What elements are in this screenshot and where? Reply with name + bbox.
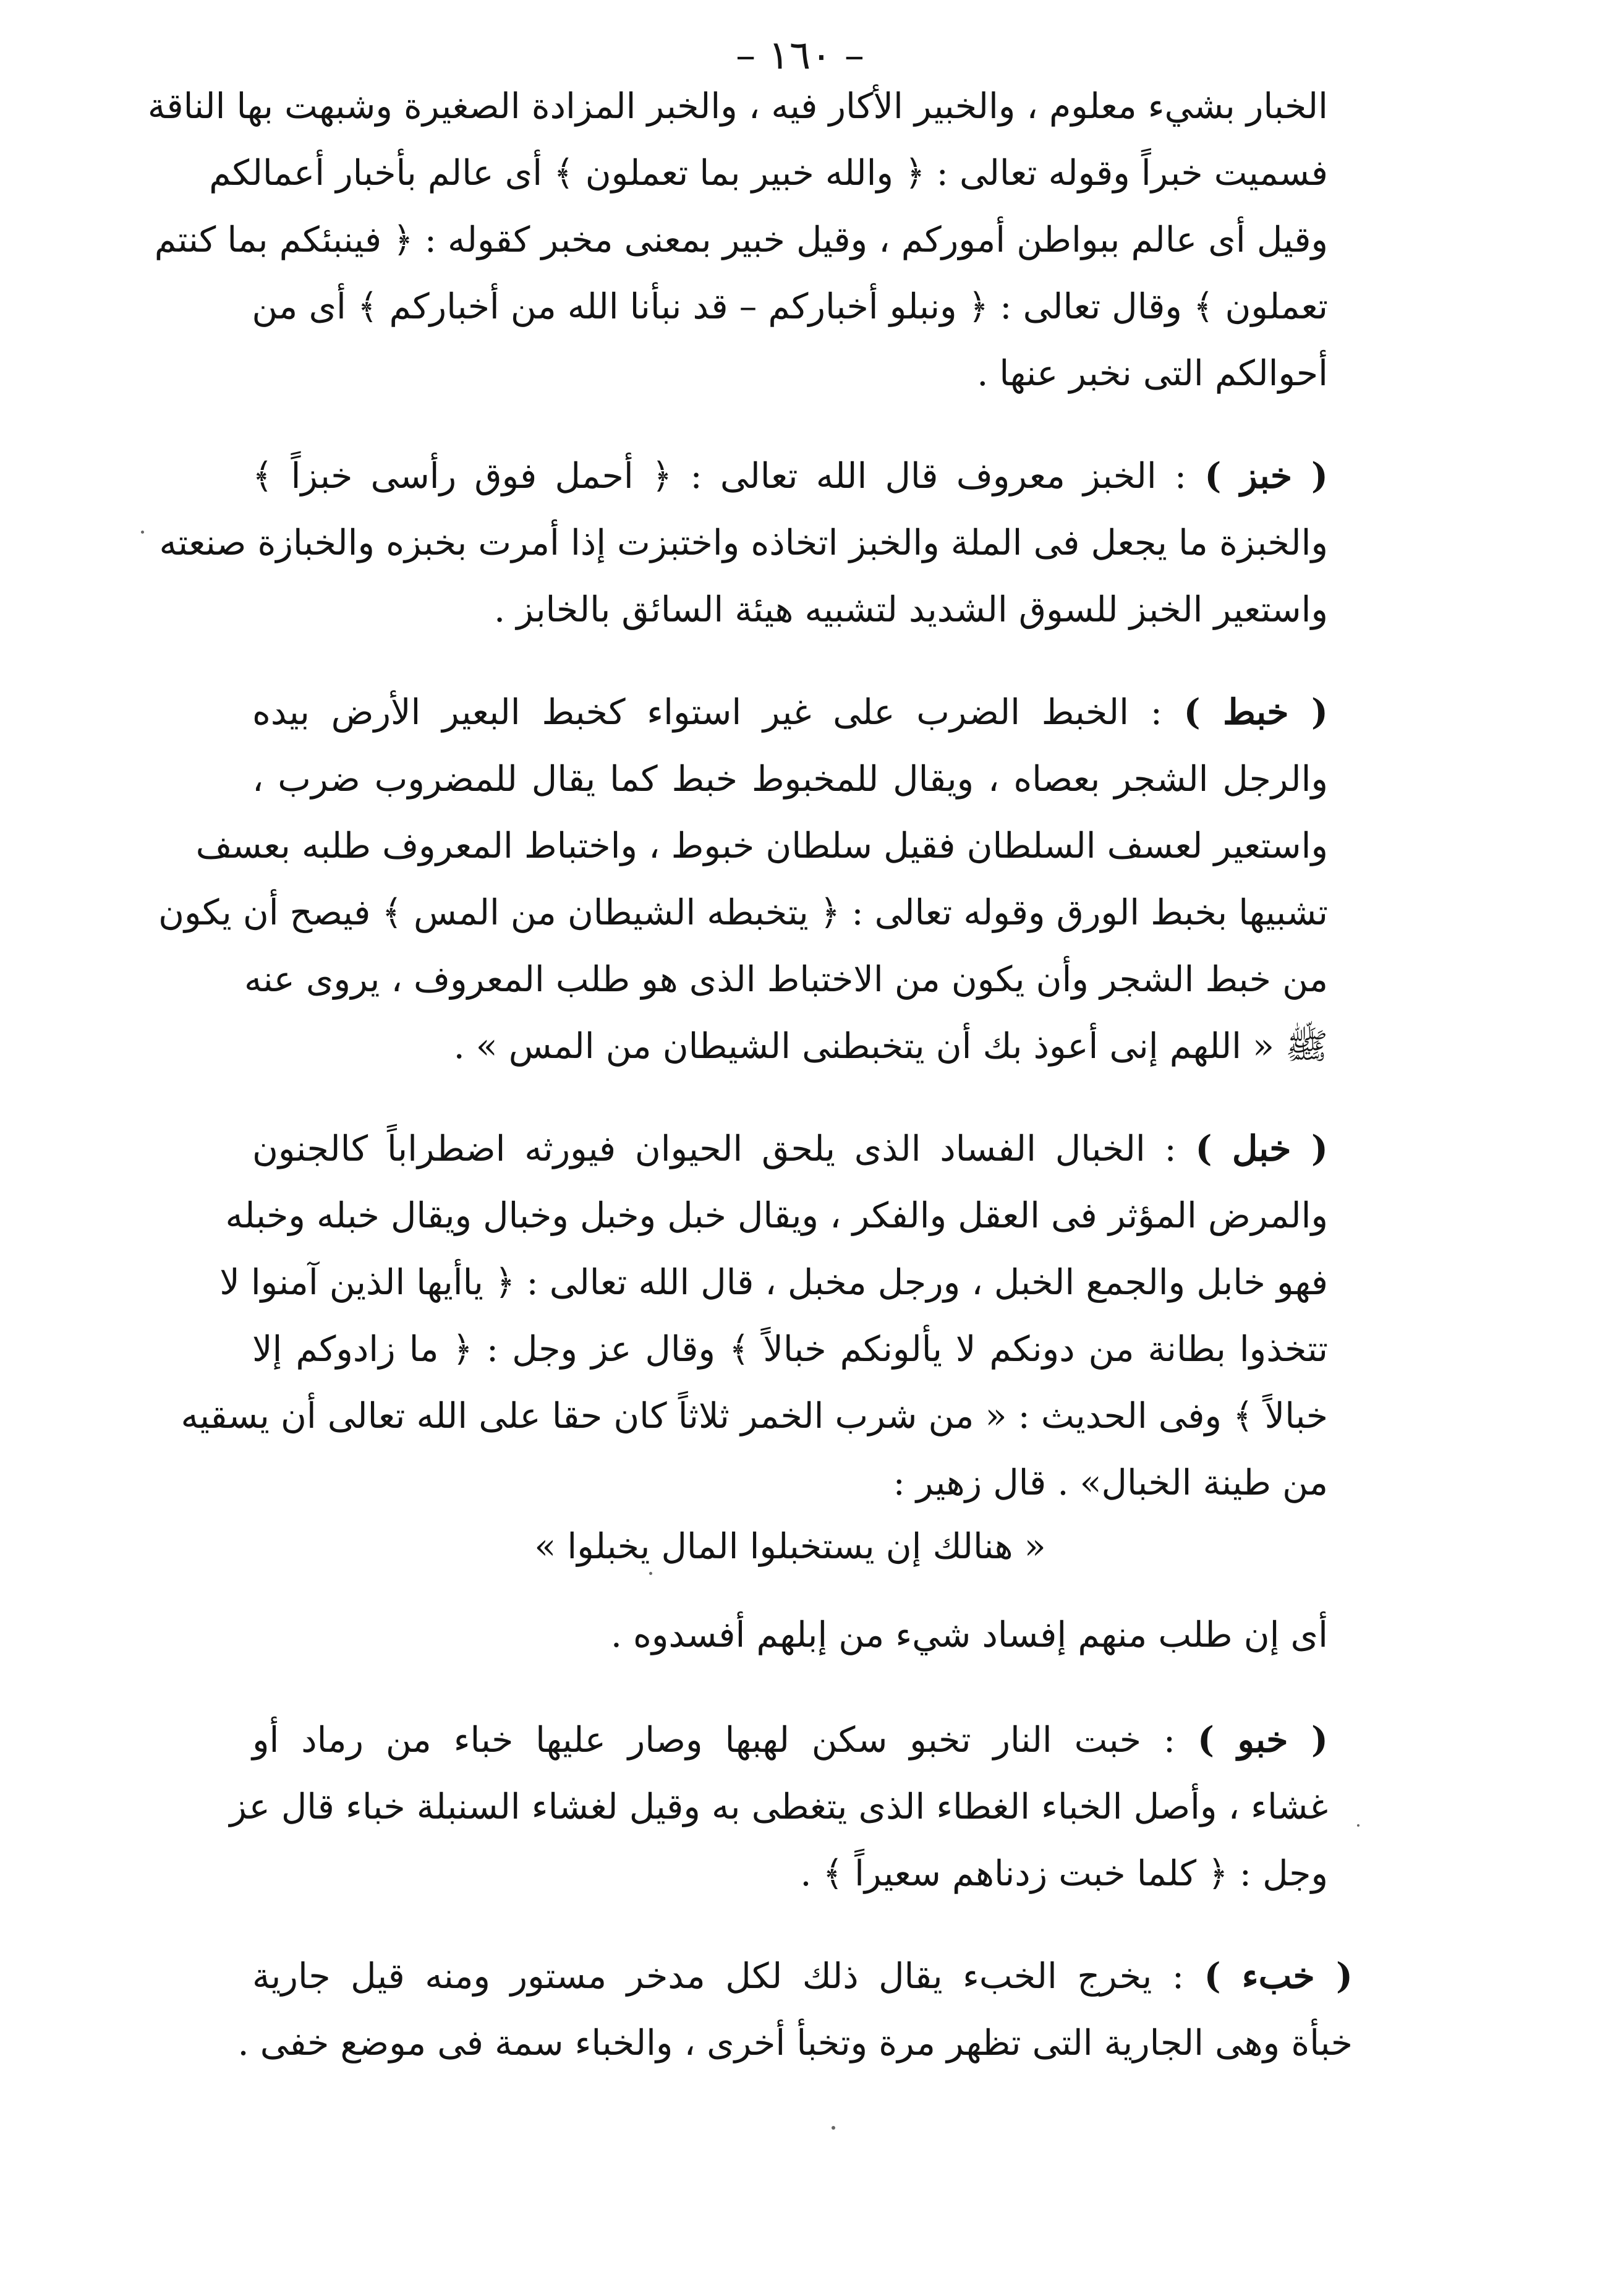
entry-khabt-line-5: من خبط الشجر وأن يكون من الاختباط الذى هو طلب المعروف ، يروى عنه xyxy=(244,959,1328,1000)
entry-khab-line-1 xyxy=(252,1943,1353,2010)
entry-khubz-line-1 xyxy=(252,443,1328,510)
scan-speck xyxy=(649,1572,652,1575)
entry-khabw-text-1: : خبت النار تخبو سكن لهبها وصار عليها خباء من رماد أو xyxy=(252,1720,1198,1760)
entry-khabt-text-1: : الخبط الضرب على غير استواء كخبط البعير الأرض بيده xyxy=(252,692,1184,733)
entry-khabal-after-verse: أى إن طلب منهم إفساد شيء من إبلهم أفسدوه . xyxy=(610,1615,1328,1655)
entry-khabt-line-3: واستعير لعسف السلطان فقيل سلطان خبوط ، واختباط المعروف طلبه بعسف xyxy=(195,826,1328,866)
entry-khab-text-1: : يخرج الخبء يقال ذلك لكل مدخر مستور ومنه قيل جارية xyxy=(252,1956,1204,1997)
entry-khabal-line-6: من طينة الخبال» . قال زهير : xyxy=(893,1462,1328,1503)
entry-khabw-line-1 xyxy=(252,1707,1328,1773)
entry-khabar-line-5: أحوالكم التى نخبر عنها . xyxy=(977,353,1328,394)
entry-khabar-line-4: تعملون ﴾ وقال تعالى : ﴿ ونبلو أخباركم – قد نبأنا الله من أخباركم ﴾ أى من xyxy=(252,286,1328,327)
entry-khabw-line-3: وجل : ﴿ كلما خبت زدناهم سعيراً ﴾ . xyxy=(800,1853,1328,1894)
entry-khabt-line-1 xyxy=(252,679,1328,746)
entry-khabal-line-3: فهو خابل والجمع الخبل ، ورجل مخبل ، قال الله تعالى : ﴿ ياأيها الذين آمنوا لا xyxy=(219,1262,1328,1303)
scan-speck xyxy=(141,531,144,534)
headword-khubz: ( خبز ) xyxy=(1204,455,1328,497)
headword-khabw: ( خبو ) xyxy=(1197,1719,1328,1760)
entry-khab-line-2: خبأة وهى الجارية التى تظهر مرة وتخبأ أخرى ، والخباء سمة فى موضع خفى . xyxy=(237,2023,1353,2063)
headword-khabt: ( خبط ) xyxy=(1183,691,1328,733)
entry-khabt-line-4: تشبيها بخبط الورق وقوله تعالى : ﴿ يتخبطه الشيطان من المس ﴾ فيصح أن يكون xyxy=(158,892,1328,933)
entry-khubz-line-2: والخبزة ما يجعل فى الملة والخبز اتخاذه واختبزت إذا أمرت بخبزه والخبازة صنعته xyxy=(159,523,1328,563)
entry-khabt-line-6: ﷺ « اللهم إنى أعوذ بك أن يتخبطنى الشيطان من المس » . xyxy=(453,1026,1328,1067)
entry-khabal-line-2: والمرض المؤثر فى العقل والفكر ، ويقال خبل وخبل وخبال ويقال خبله وخبله xyxy=(225,1195,1328,1236)
headword-khabal: ( خبل ) xyxy=(1195,1128,1328,1169)
scan-speck xyxy=(1357,1824,1360,1827)
entry-khabal-line-1 xyxy=(252,1116,1328,1182)
entry-khabal-text-1: : الخبال الفساد الذى يلحق الحيوان فيورثه اضطراباً كالجنون xyxy=(252,1129,1196,1169)
entry-khabar-line-2: فسميت خبراً وقوله تعالى : ﴿ والله خبير بما تعملون ﴾ أى عالم بأخبار أعمالكم xyxy=(209,153,1328,194)
entry-khabt-line-2: والرجل الشجر بعصاه ، ويقال للمخبوط خبط كما يقال للمضروب ضرب ، xyxy=(252,759,1328,800)
scan-speck xyxy=(832,2126,835,2130)
headword-khab: ( خبء ) xyxy=(1204,1955,1353,1997)
entry-khabar-line-3: وقيل أى عالم ببواطن أموركم ، وقيل خبير بمعنى مخبر كقوله : ﴿ فينبئكم بما كنتم xyxy=(154,220,1328,260)
page-number: – ١٦٠ – xyxy=(736,33,864,79)
verse-zuhair: « هنالك إن يستخبلوا المال يخبلوا » xyxy=(534,1526,1046,1567)
entry-khabw-line-2: غشاء ، وأصل الخباء الغطاء الذى يتغطى به وقيل لغشاء السنبلة خباء قال عز xyxy=(229,1786,1328,1827)
entry-khabal-line-4: تتخذوا بطانة من دونكم لا يألونكم خبالاً ﴾ وقال عز وجل : ﴿ ما زادوكم إلا xyxy=(252,1329,1328,1370)
entry-khubz-line-3: واستعير الخبز للسوق الشديد لتشبيه هيئة السائق بالخابز . xyxy=(494,589,1328,630)
entry-khubz-text-1: : الخبز معروف قال الله تعالى : ﴿ أحمل فوق رأسى خبزاً ﴾ xyxy=(252,456,1205,497)
entry-khabal-line-5: خبالاً ﴾ وفى الحديث : « من شرب الخمر ثلاثاً كان حقا على الله تعالى أن يسقيه xyxy=(181,1396,1328,1436)
entry-khabar-line-1: الخبار بشيء معلوم ، والخبير الأكار فيه ، والخبر المزادة الصغيرة وشبهت بها الناقة xyxy=(147,86,1328,127)
